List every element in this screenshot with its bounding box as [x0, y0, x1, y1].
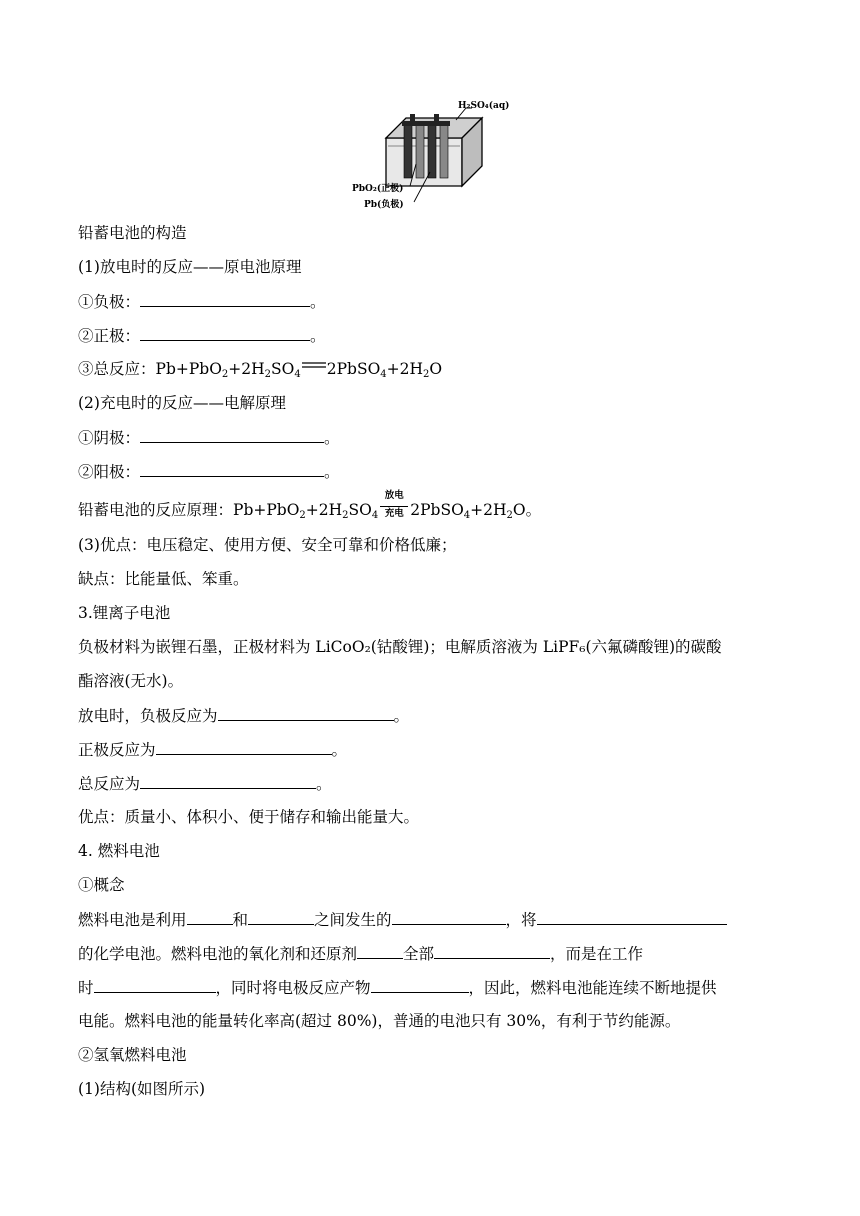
answer-blank[interactable] [187, 909, 233, 925]
principle-label: 铅蓄电池的反应原理： [78, 501, 234, 519]
text-segment: 全部 [403, 945, 435, 963]
h2o2-title: ②氢氧燃料电池 [78, 1046, 187, 1064]
answer-blank[interactable] [140, 773, 316, 789]
charge-anode-line [78, 461, 340, 482]
lithium-desc-line1: 负极材料为嵌锂石墨，正极材料为 LiCoO₂(钴酸锂)；电解质溶液为 LiPF₆(六氟磷酸锂)的碳酸 [78, 638, 722, 656]
figure-label-pb: Pb(负极) [364, 200, 404, 210]
period: 。 [331, 741, 348, 759]
anode-label: ②阳极： [78, 463, 141, 481]
text-segment: 燃料电池是利用 [78, 911, 187, 929]
lithium-positive-label: 正极反应为 [78, 741, 156, 759]
discharge-word: 放电 [384, 490, 404, 501]
charge-title: (2)充电时的反应——电解原理 [78, 394, 286, 412]
period: 。 [310, 327, 326, 345]
cathode-label: ①阴极： [78, 429, 141, 447]
figure-label-h2so4: H₂SO₄(aq) [458, 101, 510, 111]
answer-blank[interactable] [140, 427, 324, 443]
answer-blank[interactable] [140, 291, 310, 307]
structure-title: (1)结构(如图所示) [78, 1080, 206, 1098]
text-segment: 的化学电池。燃料电池的氧化剂和还原剂 [78, 945, 358, 963]
answer-blank[interactable] [537, 909, 727, 925]
fuel-para-line2 [78, 943, 643, 964]
disadvantage-line: 缺点：比能量低、笨重。 [78, 570, 249, 588]
reaction-principle-line [78, 490, 542, 521]
period: 。 [324, 463, 340, 481]
fuel-para-line3 [78, 977, 717, 998]
lithium-advantage: 优点：质量小、体积小、便于储存和输出能量大。 [78, 808, 420, 826]
text-segment: 之间发生的 [314, 911, 392, 929]
fuel-para-line1 [78, 909, 727, 930]
answer-blank[interactable] [94, 977, 216, 993]
lithium-total-label: 总反应为 [78, 775, 141, 793]
fuel-concept: ①概念 [78, 876, 125, 894]
lead-acid-battery-figure [344, 94, 520, 218]
fuel-title: 4. 燃料电池 [78, 842, 160, 860]
period: 。 [393, 707, 410, 725]
period: 。 [324, 429, 340, 447]
answer-blank[interactable] [248, 909, 314, 925]
total-label: ③总反应： [78, 360, 156, 378]
period: 。 [316, 775, 332, 793]
charge-cathode-line [78, 427, 340, 448]
answer-blank[interactable] [371, 977, 469, 993]
lithium-desc-line2: 酯溶液(无水)。 [78, 672, 184, 690]
principle-equation: $Pb+PbO_2+2H_2SO_4$ 放电 充电 $2PbSO_4+2H_2O$ [233, 490, 526, 521]
text-segment: 时 [78, 979, 94, 997]
positive-label: ②正极： [78, 327, 141, 345]
lithium-negative-line [78, 705, 409, 726]
answer-blank[interactable] [218, 705, 394, 721]
total-reaction-line [78, 359, 442, 379]
text-segment: ，而是在工作 [550, 945, 644, 963]
negative-label: ①负极： [78, 293, 141, 311]
figure-caption: 铅蓄电池的构造 [78, 224, 187, 242]
lithium-positive-line [78, 739, 347, 760]
lithium-total-line [78, 773, 332, 794]
answer-blank[interactable] [434, 943, 550, 959]
advantage-line: (3)优点：电压稳定、使用方便、安全可靠和价格低廉； [78, 536, 457, 554]
text-segment: 和 [232, 911, 249, 929]
text-segment: ，因此，燃料电池能连续不断地提供 [468, 979, 717, 997]
discharge-negative-line [78, 291, 326, 312]
lithium-negative-label: 放电时，负极反应为 [78, 707, 218, 725]
period: 。 [525, 501, 542, 519]
answer-blank[interactable] [357, 943, 403, 959]
figure-label-pbo2: PbO₂(正极) [352, 184, 404, 194]
discharge-title: (1)放电时的反应——原电池原理 [78, 258, 302, 276]
total-equation: $Pb+PbO_2+2H_2SO_4$ $2PbSO_4+2H_2O$ [155, 360, 443, 380]
lithium-title: 3.锂离子电池 [78, 604, 171, 622]
answer-blank[interactable] [140, 325, 310, 341]
period: 。 [310, 293, 326, 311]
answer-blank[interactable] [140, 461, 324, 477]
answer-blank[interactable] [392, 909, 506, 925]
text-segment: ，将 [505, 911, 537, 929]
answer-blank[interactable] [156, 739, 332, 755]
discharge-positive-line [78, 325, 326, 346]
reversible-arrow [379, 490, 409, 519]
equals-sign [301, 361, 327, 369]
charge-word: 充电 [384, 508, 404, 519]
text-segment: ，同时将电极反应产物 [215, 979, 371, 997]
fuel-para-line4: 电能。燃料电池的能量转化率高(超过 80%)，普通的电池只有 30%，有利于节约能源。 [78, 1012, 681, 1030]
